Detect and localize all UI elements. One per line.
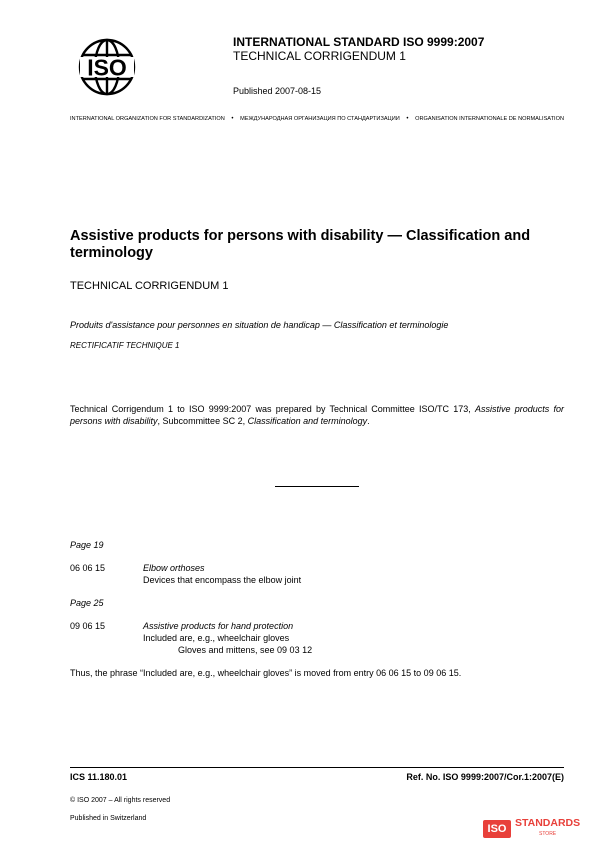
store-label (515, 818, 580, 840)
committee-name: Assistive products for persons with disability (70, 404, 565, 426)
intro-text: Technical Corrigendum 1 to ISO 9999:2007 was prepared by Technical Committee ISO/TC 173, (70, 404, 476, 414)
org-name-en: INTERNATIONAL ORGANIZATION FOR STANDARDIZATION (70, 116, 225, 122)
french-title: Produits d'assistance pour personnes en situation de handicap — Classification et terminologie (70, 320, 449, 330)
entry-line: Gloves and mittens, see 09 03 12 (178, 645, 313, 655)
page-ref: Page 19 (70, 540, 104, 550)
org-name-ru: МЕЖДУНАРОДНАЯ ОРГАНИЗАЦИЯ ПО СТАНДАРТИЗАЦИИ (240, 116, 400, 122)
standard-title: INTERNATIONAL STANDARD ISO 9999:2007 (233, 35, 485, 49)
intro-text: , Subcommittee SC 2, (157, 416, 248, 426)
page-ref: Page 25 (70, 598, 104, 608)
ics-code: ICS 11.180.01 (70, 772, 128, 782)
reference-number: Ref. No. ISO 9999:2007/Cor.1:2007(E) (406, 772, 564, 782)
separator-dot: • (231, 116, 234, 122)
intro-text: . (367, 416, 370, 426)
store-label-text: STANDARDS (515, 817, 581, 829)
corrigendum-title: TECHNICAL CORRIGENDUM 1 (70, 280, 229, 292)
published-date: Published 2007-08-15 (233, 86, 322, 96)
organization-line (70, 116, 564, 122)
iso-logo-text: ISO (87, 54, 127, 81)
iso-standards-store-badge (483, 813, 593, 845)
entry-heading: Assistive products for hand protection (143, 621, 294, 631)
french-corrigendum: RECTIFICATIF TECHNIQUE 1 (70, 341, 180, 350)
conclusion-text: Thus, the phrase “Included are, e.g., wheelchair gloves” is moved from entry 06 06 15 to 09 06 15. (70, 668, 462, 678)
entry-code: 06 06 15 (70, 563, 106, 573)
store-iso-mark: ISO (483, 820, 511, 838)
document-title: Assistive products for persons with disability — Classification and terminology (70, 228, 531, 261)
footer-rule (70, 767, 564, 768)
subcommittee-name: Classification and terminology (247, 416, 368, 426)
entry-code: 09 06 15 (70, 621, 106, 631)
entry-heading: Elbow orthoses (143, 563, 205, 573)
separator-dot: • (406, 116, 409, 122)
iso-logo (77, 37, 137, 97)
store-sub-text: STORE (539, 831, 557, 837)
org-name-fr: ORGANISATION INTERNATIONALE DE NORMALISATION (415, 116, 564, 122)
intro-paragraph (70, 403, 564, 427)
corrigendum-label: TECHNICAL CORRIGENDUM 1 (233, 49, 406, 63)
entry-line: Included are, e.g., wheelchair gloves (143, 633, 290, 643)
separator-line (275, 486, 359, 487)
copyright-notice: © ISO 2007 – All rights reserved (70, 797, 171, 804)
entry-line: Devices that encompass the elbow joint (143, 575, 302, 585)
published-in: Published in Switzerland (70, 815, 147, 822)
